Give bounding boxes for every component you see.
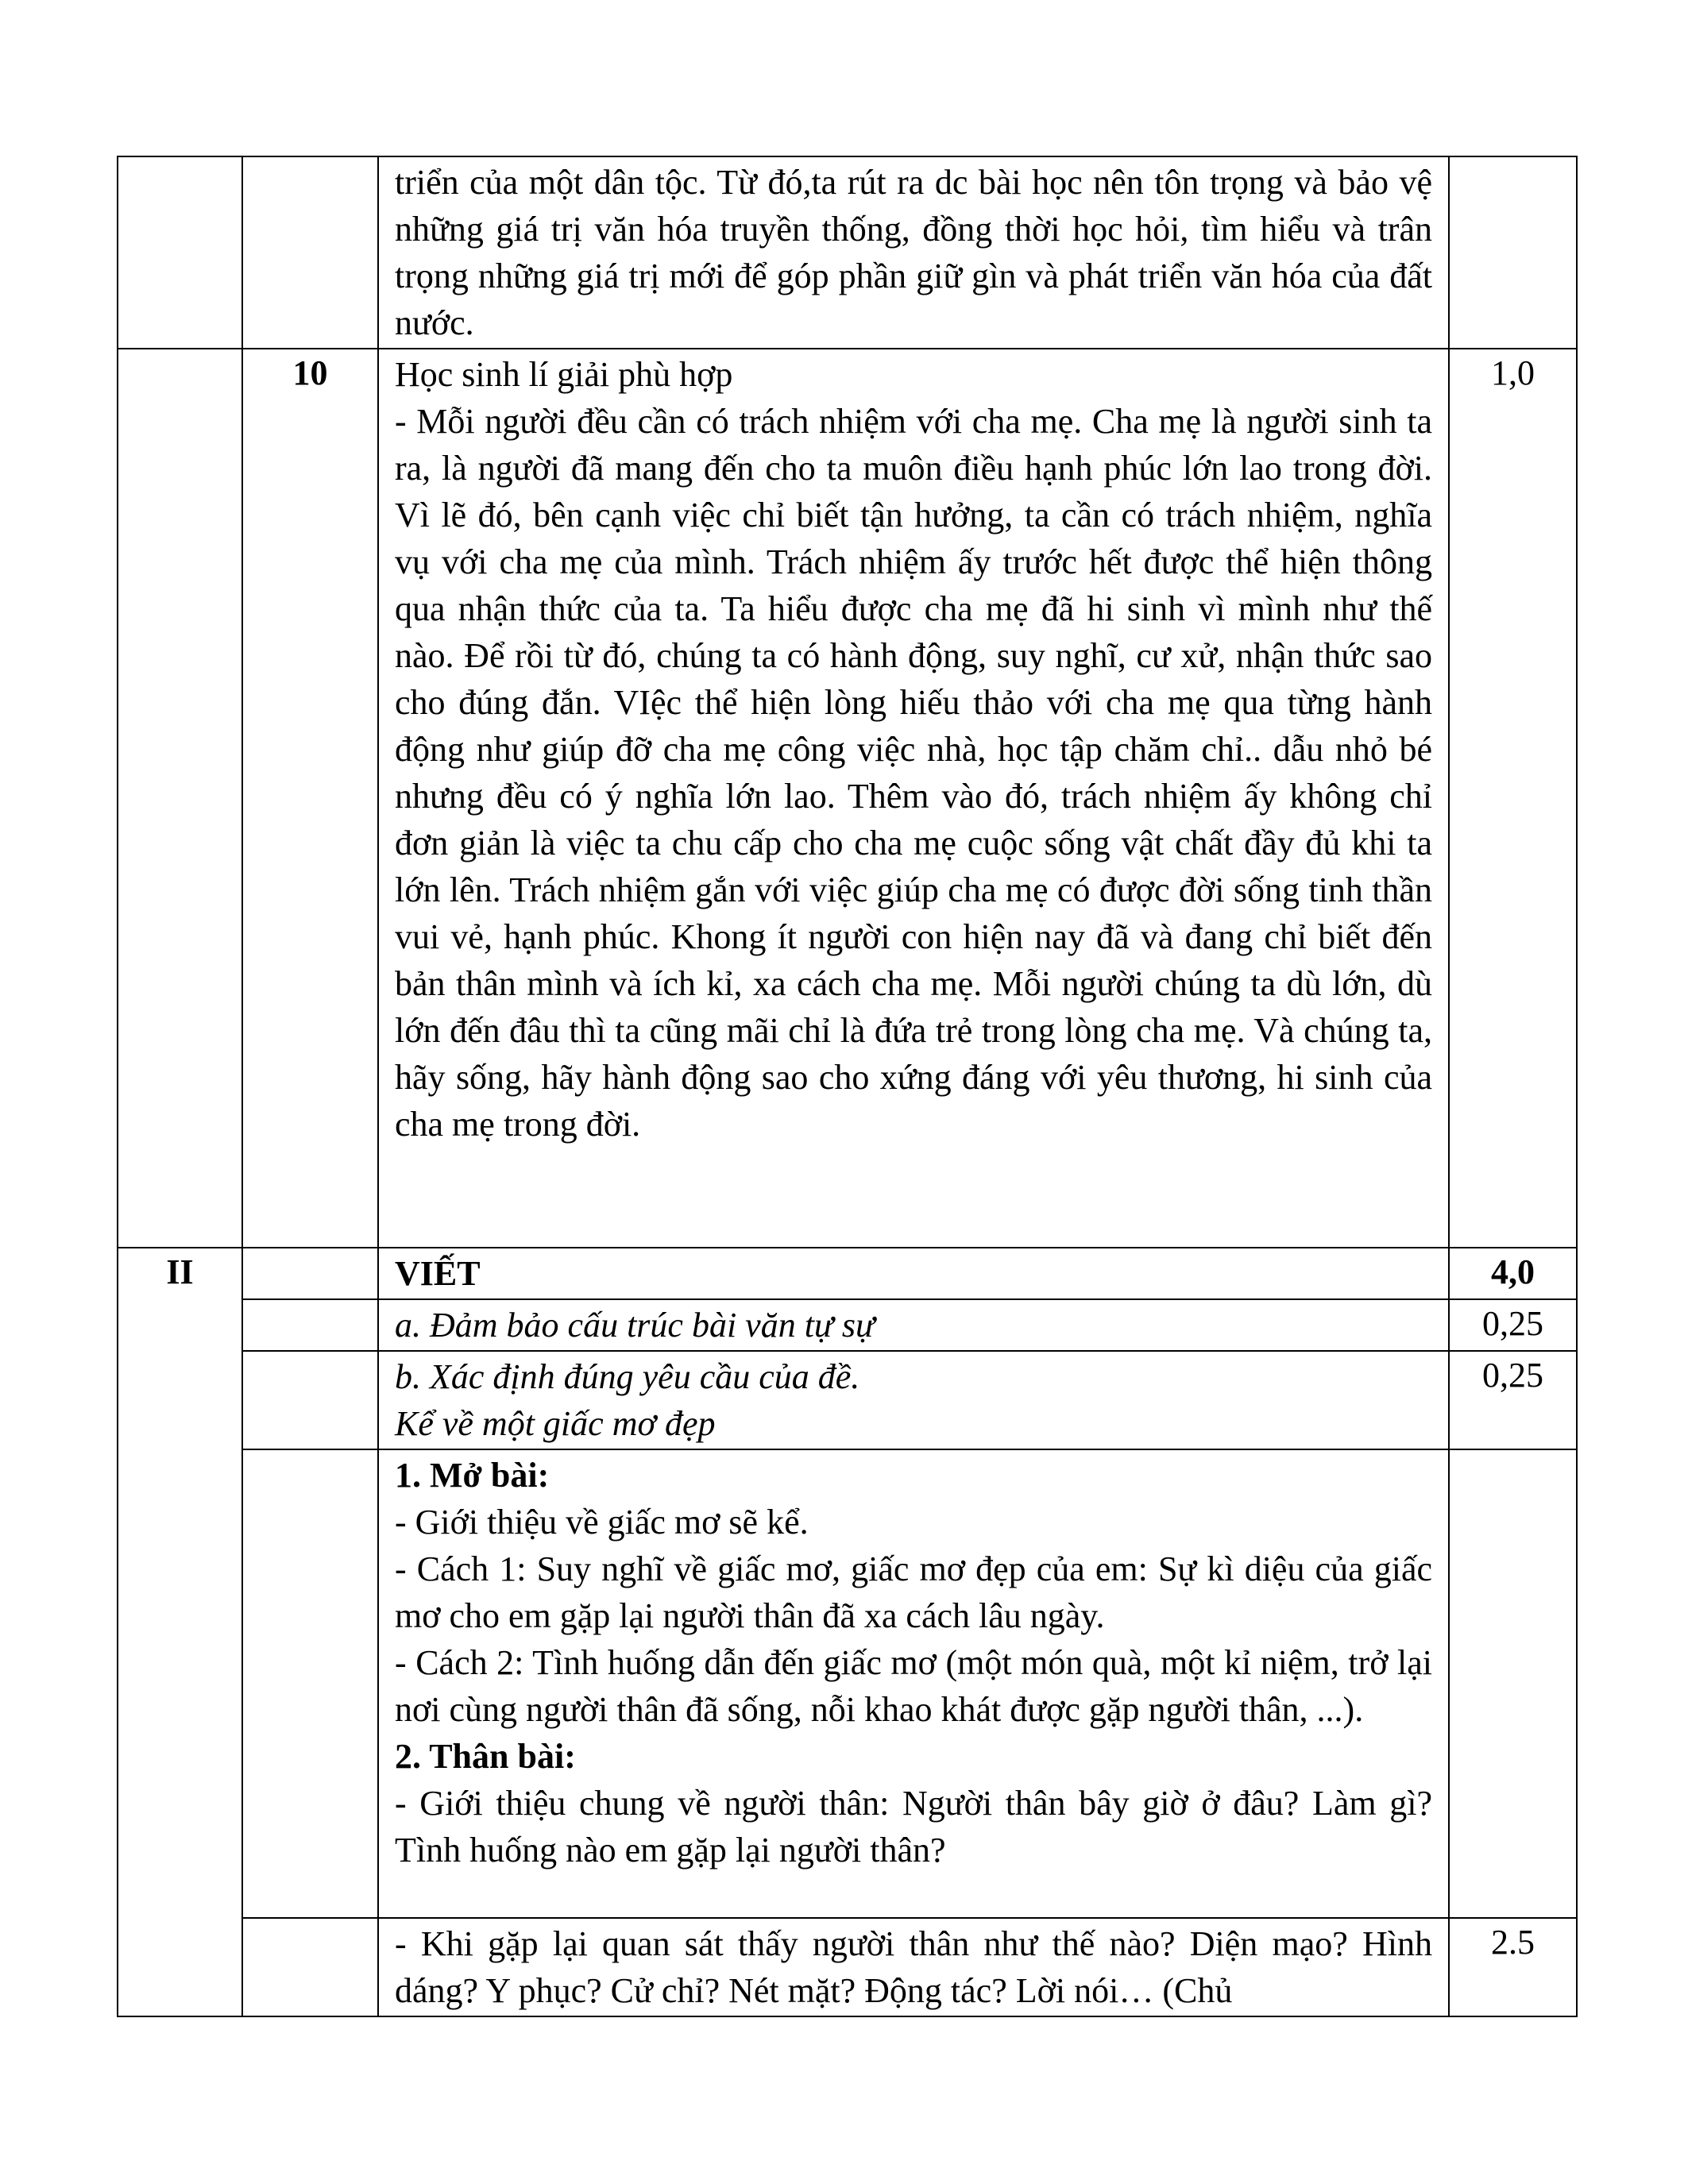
content-cell <box>378 1248 1449 1299</box>
content-cell <box>378 156 1449 349</box>
table-row <box>118 1299 1577 1351</box>
score-value: 2.5 <box>1449 1918 1577 2016</box>
answer-table <box>117 156 1578 2017</box>
table-row <box>118 349 1577 1248</box>
question-number-cell <box>242 1248 378 1299</box>
score-value: 4,0 <box>1449 1248 1577 1299</box>
table-row <box>118 156 1577 349</box>
content-cell <box>378 1299 1449 1351</box>
question-number-cell <box>242 1918 378 2016</box>
answer-text: - Mỗi người đều cần có trách nhiệm với cha mẹ. Cha mẹ là người sinh ta ra, là người đã mang đến cho ta muôn điều hạnh phúc lớn lao trong đời. Vì lẽ đó, bên cạnh việc chỉ biết tận hưởng, ta cần có trách nhiệm, nghĩa vụ với cha mẹ của mình. Trách nhiệm ấy trước hết được thể hiện thông qua nhận thức của ta. Ta hiểu được cha mẹ đã hi sinh vì mình như thế nào. Để rồi từ đó, chúng ta có hành động, suy nghĩ, cư xử, nhận thức sao cho đúng đắn. VIệc thể hiện lòng hiếu thảo với cha mẹ qua từng hành động như giúp đỡ cha mẹ công việc nhà, học tập chăm chỉ.. dẫu nhỏ bé nhưng đều có ý nghĩa lớn lao. Thêm vào đó, trách nhiệm ấy không chỉ đơn giản là việc ta chu cấp cho cha mẹ cuộc sống vật chất đầy đủ khi ta lớn lên. Trách nhiệm gắn với việc giúp cha mẹ có được đời sống tinh thần vui vẻ, hạnh phúc. Khong ít người con hiện nay đã và đang chỉ biết đến bản thân mình và ích kỉ, xa cách cha mẹ. Mỗi người chúng ta dù lớn, dù lớn đến đâu thì ta cũng mãi chỉ là đứa trẻ trong lòng cha mẹ. Và chúng ta, hãy sống, hãy hành động sao cho xứng đáng với yêu thương, hi sinh của cha mẹ trong đời. <box>395 402 1432 1144</box>
question-number-cell <box>242 1351 378 1449</box>
score-value: 1,0 <box>1449 349 1577 1248</box>
content-cell <box>378 1351 1449 1449</box>
question-number: 10 <box>242 349 378 1248</box>
section-title: VIẾT <box>395 1254 481 1293</box>
score-cell <box>1449 1449 1577 1918</box>
intro-heading: 1. Mở bài: <box>395 1456 550 1495</box>
intro-line: - Cách 2: Tình huống dẫn đến giấc mơ (một món quà, một kỉ niệm, trở lại nơi cùng người thân đã sống, nỗi khao khát được gặp người thân, ...). <box>395 1643 1432 1729</box>
topic-text: Kể về một giấc mơ đẹp <box>395 1404 716 1443</box>
section-cell <box>118 156 242 349</box>
table-row <box>118 1351 1577 1449</box>
intro-line: - Giới thiệu về giấc mơ sẽ kể. <box>395 1503 809 1542</box>
criteria-a: a. Đảm bảo cấu trúc bài văn tự sự <box>395 1306 875 1345</box>
section-label: II <box>118 1248 242 2016</box>
intro-line: - Cách 1: Suy nghĩ về giấc mơ, giấc mơ đẹp của em: Sự kì diệu của giấc mơ cho em gặp lại người thân đã xa cách lâu ngày. <box>395 1549 1432 1635</box>
question-number-cell <box>242 1299 378 1351</box>
content-cell <box>378 349 1449 1248</box>
content-cell <box>378 1449 1449 1918</box>
body-line: - Khi gặp lại quan sát thấy người thân như thế nào? Diện mạo? Hình dáng? Y phục? Cử chỉ? Nét mặt? Động tác? Lời nói… (Chủ <box>395 1924 1432 2010</box>
criteria-b: b. Xác định đúng yêu cầu của đề. <box>395 1357 860 1396</box>
score-value: 0,25 <box>1449 1299 1577 1351</box>
table-row <box>118 1248 1577 1299</box>
table-row <box>118 1918 1577 2016</box>
answer-heading: Học sinh lí giải phù hợp <box>395 355 733 394</box>
content-cell <box>378 1918 1449 2016</box>
question-number-cell <box>242 156 378 349</box>
body-heading: 2. Thân bài: <box>395 1737 576 1776</box>
body-line: - Giới thiệu chung về người thân: Người thân bây giờ ở đâu? Làm gì? Tình huống nào em gặp lại người thân? <box>395 1784 1432 1870</box>
table-row <box>118 1449 1577 1918</box>
score-cell <box>1449 156 1577 349</box>
answer-text: triển của một dân tộc. Từ đó,ta rút ra dc bài học nên tôn trọng và bảo vệ những giá trị văn hóa truyền thống, đồng thời học hỏi, tìm hiểu và trân trọng những giá trị mới để góp phần giữ gìn và phát triển văn hóa của đất nước. <box>395 163 1432 342</box>
section-cell <box>118 349 242 1248</box>
question-number-cell <box>242 1449 378 1918</box>
score-value: 0,25 <box>1449 1351 1577 1449</box>
